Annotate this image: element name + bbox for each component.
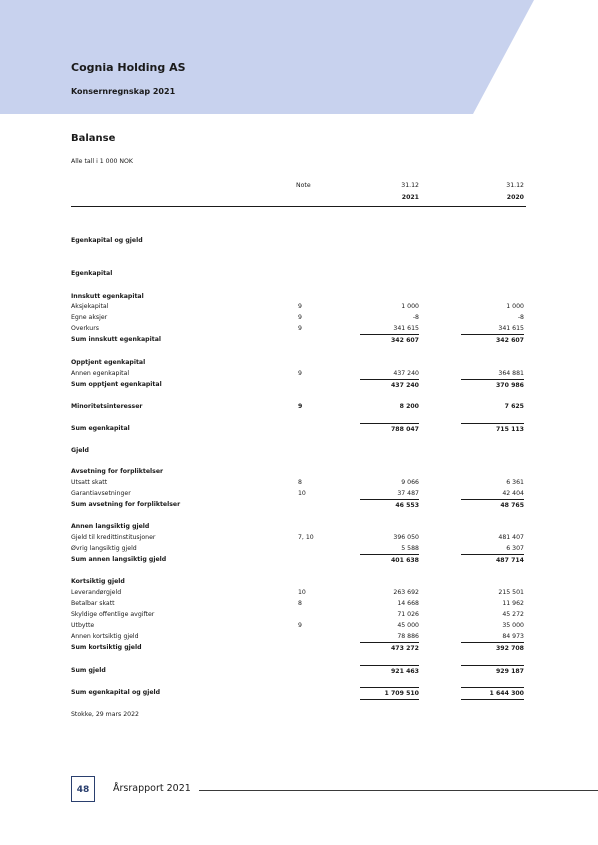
row-label: Egenkapital [71,270,113,277]
table-row [71,543,526,554]
row-label: Egne aksjer [71,314,108,321]
row-value-2021: 5 588 [401,545,419,552]
row-label: Sum gjeld [71,667,106,674]
row-value-2020: -8 [517,314,524,321]
row-label: Kortsiktig gjeld [71,578,125,585]
column-header-2021-date: 31.12 [401,182,419,189]
row-value-2021: 78 886 [397,633,419,640]
row-value-2020: 715 113 [461,423,524,435]
signature-place-date: Stokke, 29 mars 2022 [71,711,139,718]
row-value-2020: 341 615 [498,325,524,332]
row-label: Sum kortsiktig gjeld [71,644,142,651]
row-note: 10 [298,490,306,497]
row-value-2021: 401 638 [360,554,419,566]
row-label: Leverandørgjeld [71,589,122,596]
section-title: Balanse [71,133,116,144]
row-label: Innskutt egenkapital [71,293,144,300]
row-value-2020: 6 361 [506,479,524,486]
row-value-2021: 921 463 [360,665,419,677]
header-divider [71,206,526,207]
table-row [71,665,526,676]
row-label: Annen egenkapital [71,370,130,377]
row-label: Gjeld [71,447,89,454]
row-value-2020: 35 000 [502,622,524,629]
row-label: Overkurs [71,325,99,332]
column-header-2021-year: 2021 [401,194,419,201]
row-note: 10 [298,589,306,596]
column-header-2021 [360,180,419,204]
row-label: Aksjekapital [71,303,109,310]
row-value-2020: 11 962 [502,600,524,607]
row-label: Egenkapital og gjeld [71,237,143,244]
row-value-2021: 14 668 [397,600,419,607]
table-row [71,423,526,434]
row-value-2020: 6 307 [506,545,524,552]
row-value-2020: 1 644 300 [461,687,524,700]
header-banner [0,0,598,114]
column-header-2020 [461,180,524,204]
row-label: Minoritetsinteresser [71,403,143,410]
table-row [71,499,526,510]
row-note: 8 [298,600,302,607]
row-note: 9 [298,325,302,332]
row-value-2021: 437 240 [360,379,419,391]
units-note: Alle tall i 1 000 NOK [71,158,133,165]
table-row [71,609,526,620]
row-label: Sum egenkapital og gjeld [71,689,161,696]
banner-shape [0,0,534,114]
table-row [71,334,526,345]
row-value-2021: 1 709 510 [360,687,419,700]
table-row [71,268,526,279]
table-row [71,587,526,598]
table-row [71,445,526,456]
row-value-2021: -8 [412,314,419,321]
table-row [71,620,526,631]
row-label: Sum opptjent egenkapital [71,381,162,388]
table-row [71,401,526,412]
row-value-2021: 437 240 [393,370,419,377]
footer-title: Årsrapport 2021 [113,783,191,794]
table-row [71,368,526,379]
row-value-2021: 37 487 [397,490,419,497]
row-note: 9 [298,622,302,629]
row-note: 8 [298,479,302,486]
row-note: 9 [298,403,303,410]
row-label: Sum avsetning for forpliktelser [71,501,181,508]
table-row [71,576,526,587]
row-value-2020: 84 973 [502,633,524,640]
table-row [71,235,526,246]
row-value-2020: 929 187 [461,665,524,677]
row-note: 9 [298,370,302,377]
row-value-2021: 45 000 [397,622,419,629]
row-value-2021: 396 050 [393,534,419,541]
table-row [71,687,526,698]
row-label: Garantiavsetninger [71,490,131,497]
row-value-2021: 9 066 [401,479,419,486]
row-value-2021: 1 000 [401,303,419,310]
row-label: Opptjent egenkapital [71,359,146,366]
row-note: 7, 10 [298,534,314,541]
row-value-2020: 392 708 [461,642,524,654]
table-row [71,598,526,609]
page-number-box [71,776,95,802]
row-value-2021: 473 272 [360,642,419,654]
row-value-2021: 263 692 [393,589,419,596]
company-name: Cognia Holding AS [71,61,186,74]
row-value-2020: 481 407 [498,534,524,541]
footer-divider [199,790,598,791]
table-row [71,642,526,653]
table-row [71,466,526,477]
row-value-2020: 487 714 [461,554,524,566]
table-row [71,312,526,323]
table-row [71,301,526,312]
row-value-2020: 1 000 [506,303,524,310]
row-label: Betalbar skatt [71,600,115,607]
row-value-2020: 364 881 [498,370,524,377]
table-row [71,357,526,368]
row-note: 9 [298,314,302,321]
row-value-2021: 341 615 [393,325,419,332]
row-value-2020: 342 607 [461,334,524,346]
page-number: 48 [76,785,90,795]
table-row [71,379,526,390]
row-value-2021: 71 026 [397,611,419,618]
row-label: Utbytte [71,622,95,629]
row-label: Annen kortsiktig gjeld [71,633,139,640]
row-label: Avsetning for forpliktelser [71,468,164,475]
table-row [71,477,526,488]
table-row [71,532,526,543]
row-value-2020: 45 272 [502,611,524,618]
column-header-2020-year: 2020 [506,194,524,201]
row-label: Utsatt skatt [71,479,108,486]
row-value-2021: 342 607 [360,334,419,346]
row-label: Sum annen langsiktig gjeld [71,556,167,563]
table-row [71,521,526,532]
row-note: 9 [298,303,302,310]
column-header-2020-date: 31.12 [506,182,524,189]
row-value-2021: 788 047 [360,423,419,435]
row-label: Skyldige offentlige avgifter [71,611,155,618]
table-row [71,488,526,499]
row-label: Sum innskutt egenkapital [71,336,161,343]
table-row [71,631,526,642]
row-value-2021: 46 553 [360,499,419,511]
table-row [71,554,526,565]
row-value-2020: 48 765 [461,499,524,511]
row-label: Gjeld til kredittinstitusjoner [71,534,156,541]
row-label: Øvrig langsiktig gjeld [71,545,137,552]
row-label: Annen langsiktig gjeld [71,523,150,530]
table-row [71,323,526,334]
row-value-2020: 7 625 [504,403,524,410]
row-value-2020: 215 501 [498,589,524,596]
row-value-2020: 42 404 [502,490,524,497]
row-value-2021: 8 200 [399,403,419,410]
row-label: Sum egenkapital [71,425,130,432]
column-header-note: Note [296,182,311,189]
row-value-2020: 370 986 [461,379,524,391]
report-subtitle: Konsernregnskap 2021 [71,87,176,96]
